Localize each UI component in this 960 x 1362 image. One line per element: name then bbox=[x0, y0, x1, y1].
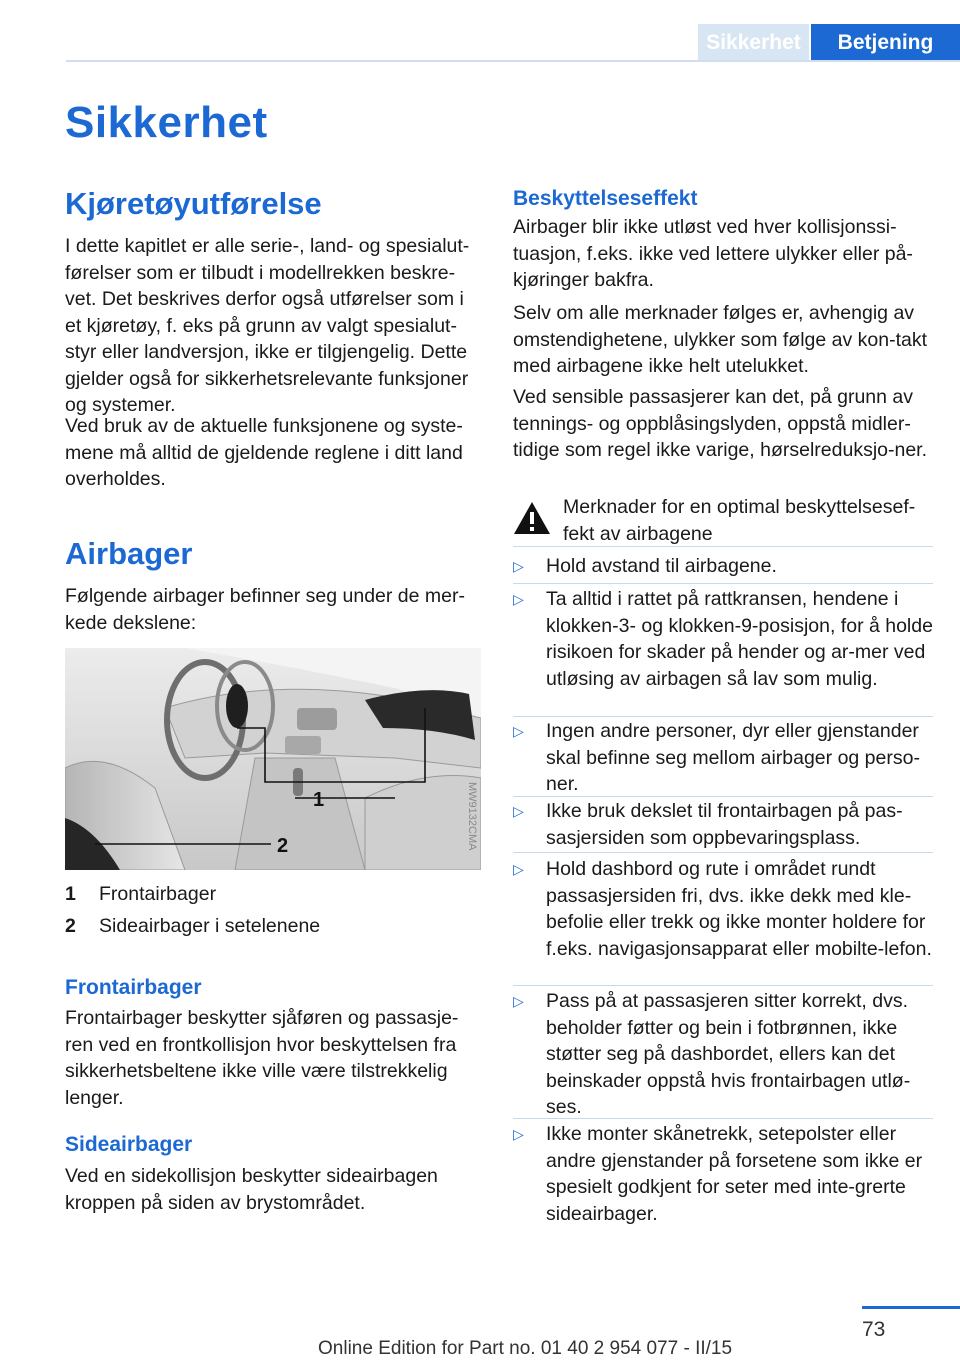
list-item-text: Ta alltid i rattet på rattkransen, hendene i klokken-3- og klokken-9-posisjon, for å holde risikoen for skader på hender og ar-mer ved utløsing av airbagen så lav som mulig. bbox=[546, 588, 933, 690]
footer-accent-line bbox=[862, 1306, 960, 1309]
vehicle-paragraph-1: I dette kapitlet er alle serie-, land- og spesialut-førelser som er tilbudt i modellrekken beskre-vet. Det beskrives derfor også utførelser som i et kjøretøy, f. eks på grunn av valgt spesialut-styr eller landversjon, ikke er tilgjengelig. Dette gjelder også for sikkerhetsrelevante funksjoner og systemer. bbox=[65, 235, 470, 416]
airbags-paragraph: Følgende airbager befinner seg under de mer-kede dekslene: bbox=[65, 585, 465, 634]
divider bbox=[513, 546, 933, 547]
legend-text: Frontairbager bbox=[99, 883, 217, 905]
chapter-tabs bbox=[698, 24, 960, 61]
list-item-text: Hold dashbord og rute i området rundt passasjersiden fri, dvs. ikke dekk med kle-befolie eller trekk og ikke monter holdere for f.eks. navigasjonsapparat eller mobilte-lefon. bbox=[546, 858, 932, 960]
heading-airbags: Airbager bbox=[65, 536, 193, 571]
warning-text: Merknader for en optimal beskyttelsesef-fekt av airbagene bbox=[563, 496, 916, 545]
list-item-text: Pass på at passasjeren sitter korrekt, dvs. beholder føtter og bein i fotbrønnen, ikke støtter seg på dashbordet, ellers kan det beinskader oppstå hvis frontairbagen utlø-ses. bbox=[546, 990, 911, 1118]
heading-front-airbags: Frontairbager bbox=[65, 976, 202, 999]
protection-paragraph-2: Selv om alle merknader følges er, avhengig av omstendighetene, ulykker som følge av kon-takt med airbagene ikke helt utelukket. bbox=[513, 302, 928, 377]
callout-2: 2 bbox=[277, 835, 289, 857]
list-item-text: Ingen andre personer, dyr eller gjenstander skal befinne seg mellom airbager og perso-ner. bbox=[546, 720, 920, 795]
figure-code: MW9132CMA bbox=[466, 782, 478, 851]
header-divider bbox=[66, 60, 960, 62]
triangle-bullet-icon: ▷ bbox=[513, 861, 524, 877]
page-number: 73 bbox=[862, 1318, 886, 1341]
list-item-text: Hold avstand til airbagene. bbox=[546, 555, 777, 577]
triangle-bullet-icon: ▷ bbox=[513, 723, 524, 739]
protection-paragraph-1: Airbager blir ikke utløst ved hver kollisjonssi-tuasjon, f.eks. ikke ved lettere ulykker eller på-kjøringer bakfra. bbox=[513, 216, 913, 291]
tab-section[interactable]: Sikkerhet bbox=[698, 24, 809, 61]
warning-icon bbox=[512, 500, 552, 536]
car-interior-illustration bbox=[65, 648, 481, 870]
airbag-locations-figure bbox=[65, 648, 481, 870]
divider bbox=[513, 1118, 933, 1119]
side-airbags-paragraph: Ved en sidekollisjon beskytter sideairbagen kroppen på siden av brystområdet. bbox=[65, 1165, 438, 1214]
divider bbox=[513, 716, 933, 717]
triangle-bullet-icon: ▷ bbox=[513, 993, 524, 1009]
tab-chapter[interactable]: Betjening bbox=[811, 24, 960, 61]
legend-text: Sideairbager i setelenene bbox=[99, 915, 321, 937]
heading-side-airbags: Sideairbager bbox=[65, 1133, 193, 1156]
triangle-bullet-icon: ▷ bbox=[513, 558, 524, 574]
divider bbox=[513, 796, 933, 797]
list-item-text: Ikke monter skånetrekk, setepolster eller andre gjenstander på forsetene som ikke er spesielt godkjent for seter med inte-grerte sideairbager. bbox=[546, 1123, 923, 1225]
callout-1: 1 bbox=[313, 789, 325, 811]
triangle-bullet-icon: ▷ bbox=[513, 803, 524, 819]
vehicle-paragraph-2: Ved bruk av de aktuelle funksjonene og syste-mene må alltid de gjeldende reglene i ditt land overholdes. bbox=[65, 415, 463, 490]
divider bbox=[513, 852, 933, 853]
triangle-bullet-icon: ▷ bbox=[513, 1126, 524, 1142]
list-item-text: Ikke bruk dekslet til frontairbagen på pas-sasjersiden som oppbevaringsplass. bbox=[546, 800, 903, 849]
page-title: Sikkerhet bbox=[65, 98, 268, 147]
legend-number: 2 bbox=[65, 915, 76, 937]
divider bbox=[513, 985, 933, 986]
legend-number: 1 bbox=[65, 883, 76, 905]
divider bbox=[513, 583, 933, 584]
front-airbags-paragraph: Frontairbager beskytter sjåføren og passasje-ren ved en frontkollisjon hvor beskyttelsen fra sikkerhetsbeltene ikke ville være tilstrekkelig lenger. bbox=[65, 1007, 459, 1109]
heading-protection-effect: Beskyttelseseffekt bbox=[513, 187, 698, 210]
triangle-bullet-icon: ▷ bbox=[513, 591, 524, 607]
protection-paragraph-3: Ved sensible passasjerer kan det, på grunn av tennings- og oppblåsingslyden, oppstå midler-tidige som regel ikke varige, hørselreduksjo-ner. bbox=[513, 386, 928, 461]
heading-vehicle-version: Kjøretøyutførelse bbox=[65, 186, 322, 221]
edition-note: Online Edition for Part no. 01 40 2 954 077 - II/15 bbox=[318, 1338, 733, 1359]
